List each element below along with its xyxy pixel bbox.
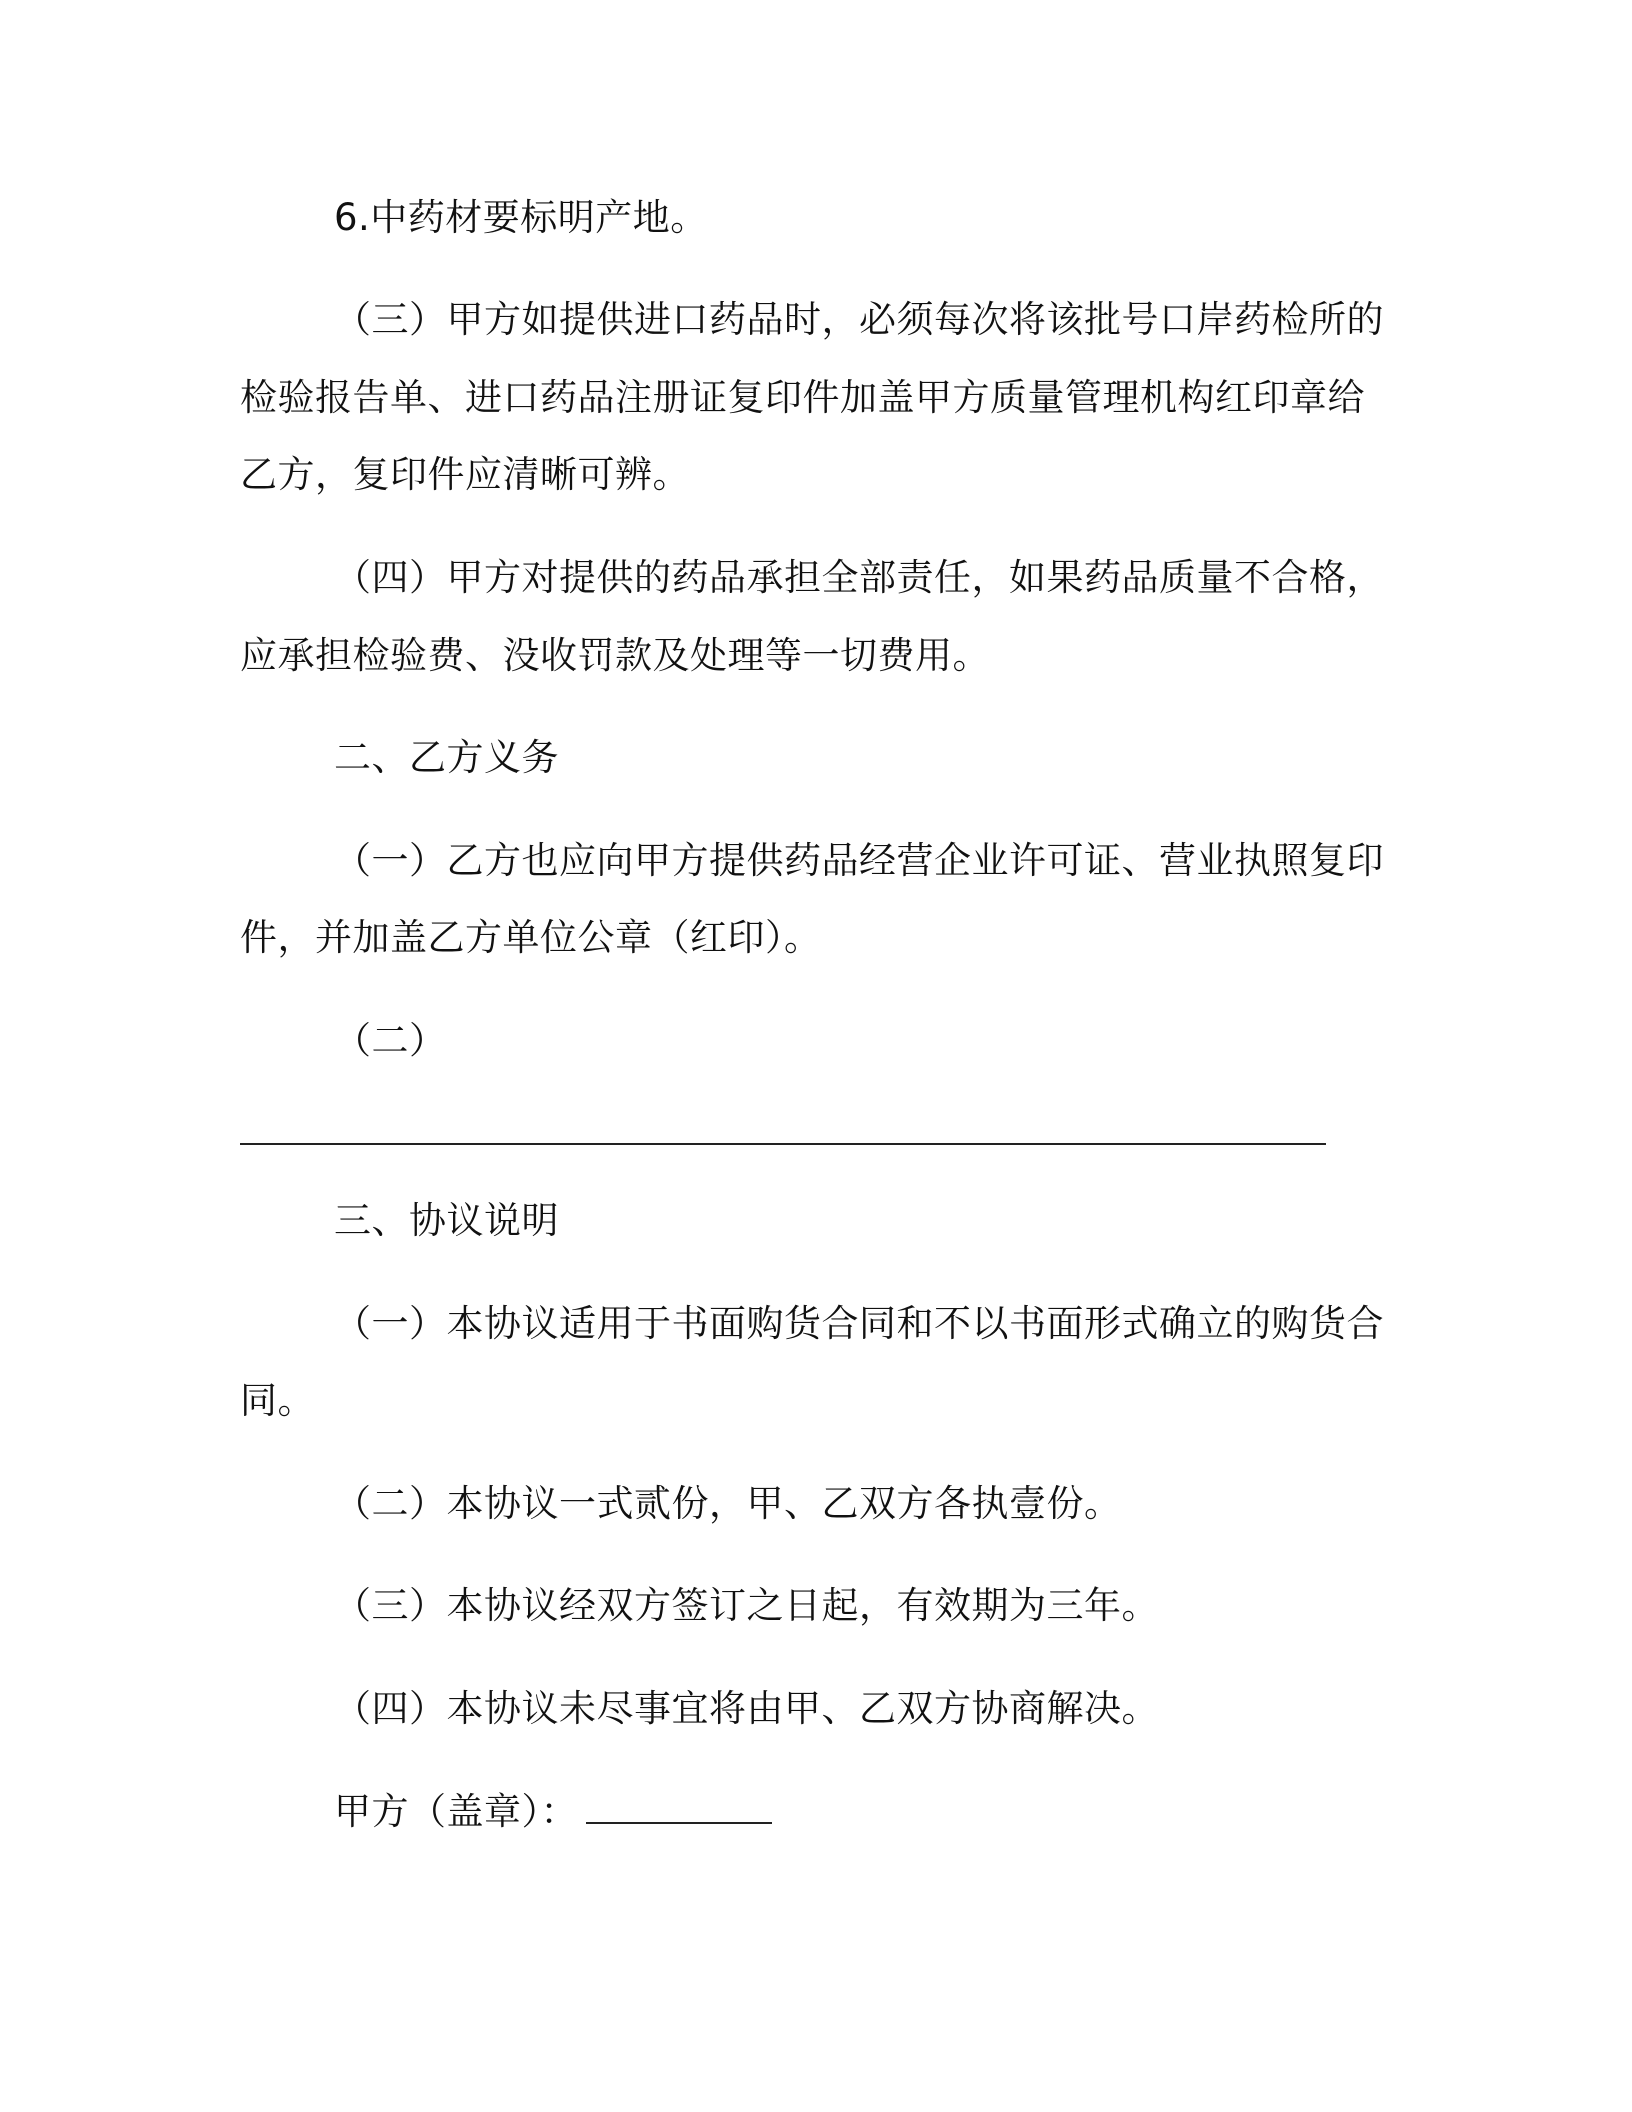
para-4-line-2: 应承担检验费、没收罚款及处理等一切费用。 xyxy=(240,634,990,677)
para-4-line-1: （四）甲方对提供的药品承担全部责任，如果药品质量不合格， xyxy=(334,556,1384,599)
para-3-line-3: 乙方，复印件应清晰可辨。 xyxy=(240,453,690,496)
s2-para-1-line-1: （一）乙方也应向甲方提供药品经营企业许可证、营业执照复印 xyxy=(334,839,1384,882)
item-6-text: 6.中药材要标明产地。 xyxy=(334,196,708,239)
s3-para-2: （二）本协议一式贰份，甲、乙双方各执壹份。 xyxy=(334,1482,1122,1525)
para-3-line-2: 检验报告单、进口药品注册证复印件加盖甲方质量管理机构红印章给 xyxy=(240,376,1365,419)
s3-para-4: （四）本协议未尽事宜将由甲、乙双方协商解决。 xyxy=(334,1687,1159,1730)
party-a-seal-blank xyxy=(586,1792,772,1824)
section-3-heading: 三、协议说明 xyxy=(334,1199,559,1242)
s3-para-3: （三）本协议经双方签订之日起，有效期为三年。 xyxy=(334,1584,1159,1627)
party-a-seal-label: 甲方（盖章）： xyxy=(334,1790,578,1833)
para-3-line-1: （三）甲方如提供进口药品时，必须每次将该批号口岸药检所的 xyxy=(334,298,1384,341)
party-a-seal-line xyxy=(334,1789,772,1835)
s3-para-1-line-2: 同。 xyxy=(240,1379,315,1422)
s2-para-1-line-2: 件，并加盖乙方单位公章（红印）。 xyxy=(240,916,822,959)
s3-para-1-line-1: （一）本协议适用于书面购货合同和不以书面形式确立的购货合 xyxy=(334,1302,1384,1345)
blank-fill-line xyxy=(240,1143,1326,1145)
s2-para-2-label: （二） xyxy=(334,1019,447,1062)
section-2-heading: 二、乙方义务 xyxy=(334,736,559,779)
